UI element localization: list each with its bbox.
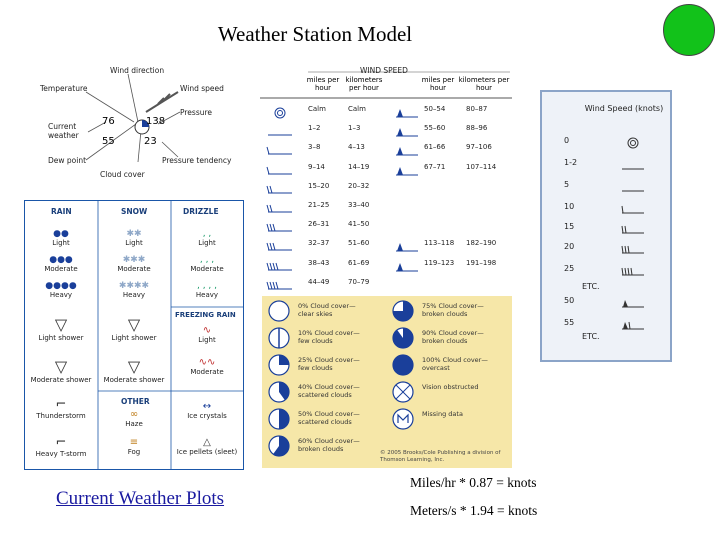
- wind-speed-knots-panel: [540, 90, 672, 362]
- knots-value: 25: [564, 264, 575, 273]
- wind-table-cell: 33–40: [348, 201, 370, 209]
- wind-table-cell: 107–114: [466, 162, 497, 171]
- snow-moderate: ✱✱✱ Moderate: [117, 255, 151, 273]
- rain-moderate: ●●● Moderate: [44, 255, 78, 273]
- wind-table-cell: 80–87: [466, 105, 488, 113]
- header-drizzle: DRIZZLE: [183, 207, 219, 216]
- drizzle-heavy: , , , , Heavy: [195, 281, 219, 299]
- knots-value: 5: [564, 180, 570, 189]
- wind-table-cell: 32–37: [308, 239, 330, 248]
- wind-barb-icon: [266, 258, 294, 270]
- knots-value: 1-2: [564, 158, 578, 167]
- cloud-cover-label: 25% Cloud cover— few clouds: [298, 356, 360, 372]
- label-pressure: Pressure: [180, 108, 213, 117]
- knots-value: 10: [564, 202, 575, 211]
- caption-link[interactable]: Current Weather Plots: [56, 488, 225, 509]
- wind-table-cell: 44–49: [308, 277, 330, 286]
- wind-barb-flag-icon: [394, 162, 420, 174]
- wind-table-cell: 67–71: [424, 162, 446, 171]
- cloud-cover-label: 0% Cloud cover— clear skies: [298, 302, 356, 318]
- knots-value: 55: [564, 318, 575, 327]
- wind-barb-icon: [266, 219, 294, 231]
- wind-table-cell: 182–190: [466, 239, 497, 248]
- wind-barb-flag-icon: [394, 142, 420, 154]
- wind-table-cell: Calm: [348, 105, 366, 113]
- wind-table-cell: 119–123: [424, 258, 455, 267]
- wind-barb-flag-icon: [394, 258, 420, 270]
- knots-barb-icon: [620, 178, 646, 190]
- rain-moderate-shower: ▽ Moderate shower: [30, 357, 92, 384]
- wind-barb-icon: [266, 104, 294, 116]
- cloud-cover-icon: [268, 381, 290, 403]
- wind-table-cell: 61–69: [348, 258, 370, 267]
- wind-barb-icon: [266, 142, 294, 154]
- cloud-cover-icon: [392, 327, 414, 349]
- wind-table-cell: 1–2: [308, 124, 321, 133]
- cloud-cover-icon: [392, 381, 414, 403]
- knots-value: 50: [564, 296, 575, 305]
- knots-barb-icon: [620, 262, 646, 274]
- wind-table-cell: 70–79: [348, 277, 370, 286]
- rain-light-shower: ▽ Light shower: [38, 315, 84, 342]
- value-tendency: 23: [144, 136, 157, 147]
- page-title: Weather Station Model: [217, 22, 413, 46]
- header-rain: RAIN: [51, 207, 72, 216]
- knots-barb-icon: [620, 134, 646, 146]
- conversion-mps: Meters/s * 1.94 = knots: [410, 503, 538, 518]
- label-wind-direction: Wind direction: [110, 66, 165, 75]
- haze: ∞ Haze: [125, 409, 143, 428]
- drizzle-moderate: , , , Moderate: [190, 255, 224, 273]
- label-cloud-cover: Cloud cover: [100, 170, 145, 179]
- cloud-cover-icon: [392, 300, 414, 322]
- cloud-cover-label: 10% Cloud cover— few clouds: [298, 329, 360, 345]
- value-temperature: 76: [102, 116, 115, 127]
- knots-panel-title: Wind Speed (knots): [584, 104, 664, 113]
- label-temperature: Temperature: [40, 84, 88, 93]
- wind-barb-flag-icon: [394, 238, 420, 250]
- cloud-cover-label: 75% Cloud cover— broken clouds: [422, 302, 484, 318]
- wind-barb-icon: [266, 123, 294, 135]
- thunderstorm: ⌐ Thunderstorm: [36, 397, 86, 420]
- etc-label-1: ETC.: [582, 282, 600, 291]
- wind-barb-flag-icon: [394, 104, 420, 116]
- wind-table-cell: 50–54: [424, 105, 446, 113]
- header-snow: SNOW: [121, 207, 148, 216]
- cloud-cover-icon: [268, 354, 290, 376]
- wind-barb-icon: [266, 162, 294, 174]
- header-freezing-rain: FREEZING RAIN: [175, 311, 236, 319]
- etc-label-2: ETC.: [582, 332, 600, 341]
- wind-table-cell: 26–31: [308, 220, 330, 229]
- cloud-cover-label: 60% Cloud cover— broken clouds: [298, 437, 360, 453]
- cloud-cover-icon: [268, 327, 290, 349]
- value-dew-point: 55: [102, 136, 115, 147]
- cloud-cover-icon: [268, 435, 290, 457]
- wind-table-cell: 191–198: [466, 258, 497, 267]
- snow-light-shower: ▽ Light shower: [111, 315, 157, 342]
- wind-barb-icon: [266, 238, 294, 250]
- col-header-mph-right: miles per hour: [421, 76, 455, 92]
- wind-table-cell: 51–60: [348, 239, 370, 248]
- wind-table-cell: 15–20: [308, 181, 330, 190]
- col-header-kph-left: kilometers per hour: [345, 76, 383, 92]
- heavy-t-storm: ⌐ Heavy T-storm: [35, 435, 87, 458]
- wind-table-cell: 38–43: [308, 258, 330, 267]
- label-current-weather: Current weather: [48, 122, 79, 140]
- cloud-cover-label: 90% Cloud cover— broken clouds: [422, 329, 484, 345]
- wind-table-cell: 55–60: [424, 124, 446, 133]
- cloud-cover-panel: [262, 296, 512, 468]
- wind-barb-icon: [266, 200, 294, 212]
- cloud-cover-icon: [392, 354, 414, 376]
- wind-table-title: WIND SPEED: [360, 66, 408, 75]
- wind-table-cell: 1–3: [348, 124, 361, 133]
- knots-barb-icon: [620, 156, 646, 168]
- ice-crystals: ↔ Ice crystals: [187, 401, 227, 420]
- knots-barb-icon: [620, 316, 646, 328]
- label-pressure-tendency: Pressure tendency: [162, 156, 232, 165]
- wind-table-cell: 97–106: [466, 143, 492, 152]
- col-header-kph-right: kilometers per hour: [458, 76, 510, 92]
- wind-table-cell: 88–96: [466, 124, 488, 133]
- wind-speed-table: [260, 62, 512, 294]
- cloud-cover-label: Missing data: [422, 410, 463, 418]
- wind-table-cell: 9–14: [308, 162, 325, 171]
- knots-barb-icon: [620, 294, 646, 306]
- knots-value: 0: [564, 136, 570, 145]
- cloud-cover-icon: [268, 300, 290, 322]
- wind-table-cell: 3–8: [308, 143, 321, 152]
- knots-value: 20: [564, 242, 575, 251]
- label-wind-speed: Wind speed: [180, 84, 224, 93]
- label-dew-point: Dew point: [48, 156, 87, 165]
- cloud-cover-icon: [392, 408, 414, 430]
- cloud-cover-label: 40% Cloud cover— scattered clouds: [298, 383, 360, 399]
- wind-table-cell: 14–19: [348, 162, 370, 171]
- wind-table-cell: 20–32: [348, 181, 370, 190]
- freezing-rain-moderate: ∿∿ Moderate: [190, 357, 224, 376]
- cloud-cover-label: Vision obstructed: [422, 383, 479, 391]
- knots-barb-icon: [620, 200, 646, 212]
- value-pressure: 138: [146, 116, 166, 127]
- wind-table-cell: 21–25: [308, 201, 330, 209]
- rain-light: ●● Light: [52, 229, 70, 247]
- cloud-cover-icon: [268, 408, 290, 430]
- knots-barb-icon: [620, 240, 646, 252]
- status-indicator-dot[interactable]: [663, 4, 715, 56]
- wind-barb-icon: [266, 277, 294, 289]
- wind-table-cell: 61–66: [424, 143, 446, 152]
- knots-value: 15: [564, 222, 575, 231]
- snow-light: ✱✱ Light: [125, 229, 143, 247]
- wind-table-cell: 113–118: [424, 239, 455, 248]
- fog: ≡ Fog: [127, 437, 141, 456]
- wind-table-cell: Calm: [308, 105, 326, 113]
- knots-barb-icon: [620, 220, 646, 232]
- cloud-cover-label: 100% Cloud cover— overcast: [422, 356, 488, 372]
- freezing-rain-light: ∿ Light: [198, 325, 216, 344]
- snow-heavy: ✱✱✱✱ Heavy: [118, 281, 150, 299]
- header-other: OTHER: [121, 397, 150, 406]
- ice-pellets: △ Ice pellets (sleet): [176, 437, 238, 456]
- station-model-diagram: [38, 62, 238, 192]
- precipitation-symbols-panel: [24, 200, 244, 470]
- col-header-mph-left: miles per hour: [306, 76, 340, 92]
- wind-table-cell: 41–50: [348, 220, 370, 229]
- conversion-mph: Miles/hr * 0.87 = knots: [410, 475, 537, 490]
- wind-table-cell: 4–13: [348, 143, 365, 152]
- cloud-cover-label: 50% Cloud cover— scattered clouds: [298, 410, 360, 426]
- credit-line: © 2005 Brooks/Cole Publishing a division of Thomson Learning, Inc.: [380, 450, 501, 463]
- drizzle-light: , , Light: [198, 229, 216, 247]
- wind-barb-flag-icon: [394, 123, 420, 135]
- snow-moderate-shower: ▽ Moderate shower: [103, 357, 165, 384]
- wind-barb-icon: [266, 181, 294, 193]
- rain-heavy: ●●●● Heavy: [45, 281, 77, 299]
